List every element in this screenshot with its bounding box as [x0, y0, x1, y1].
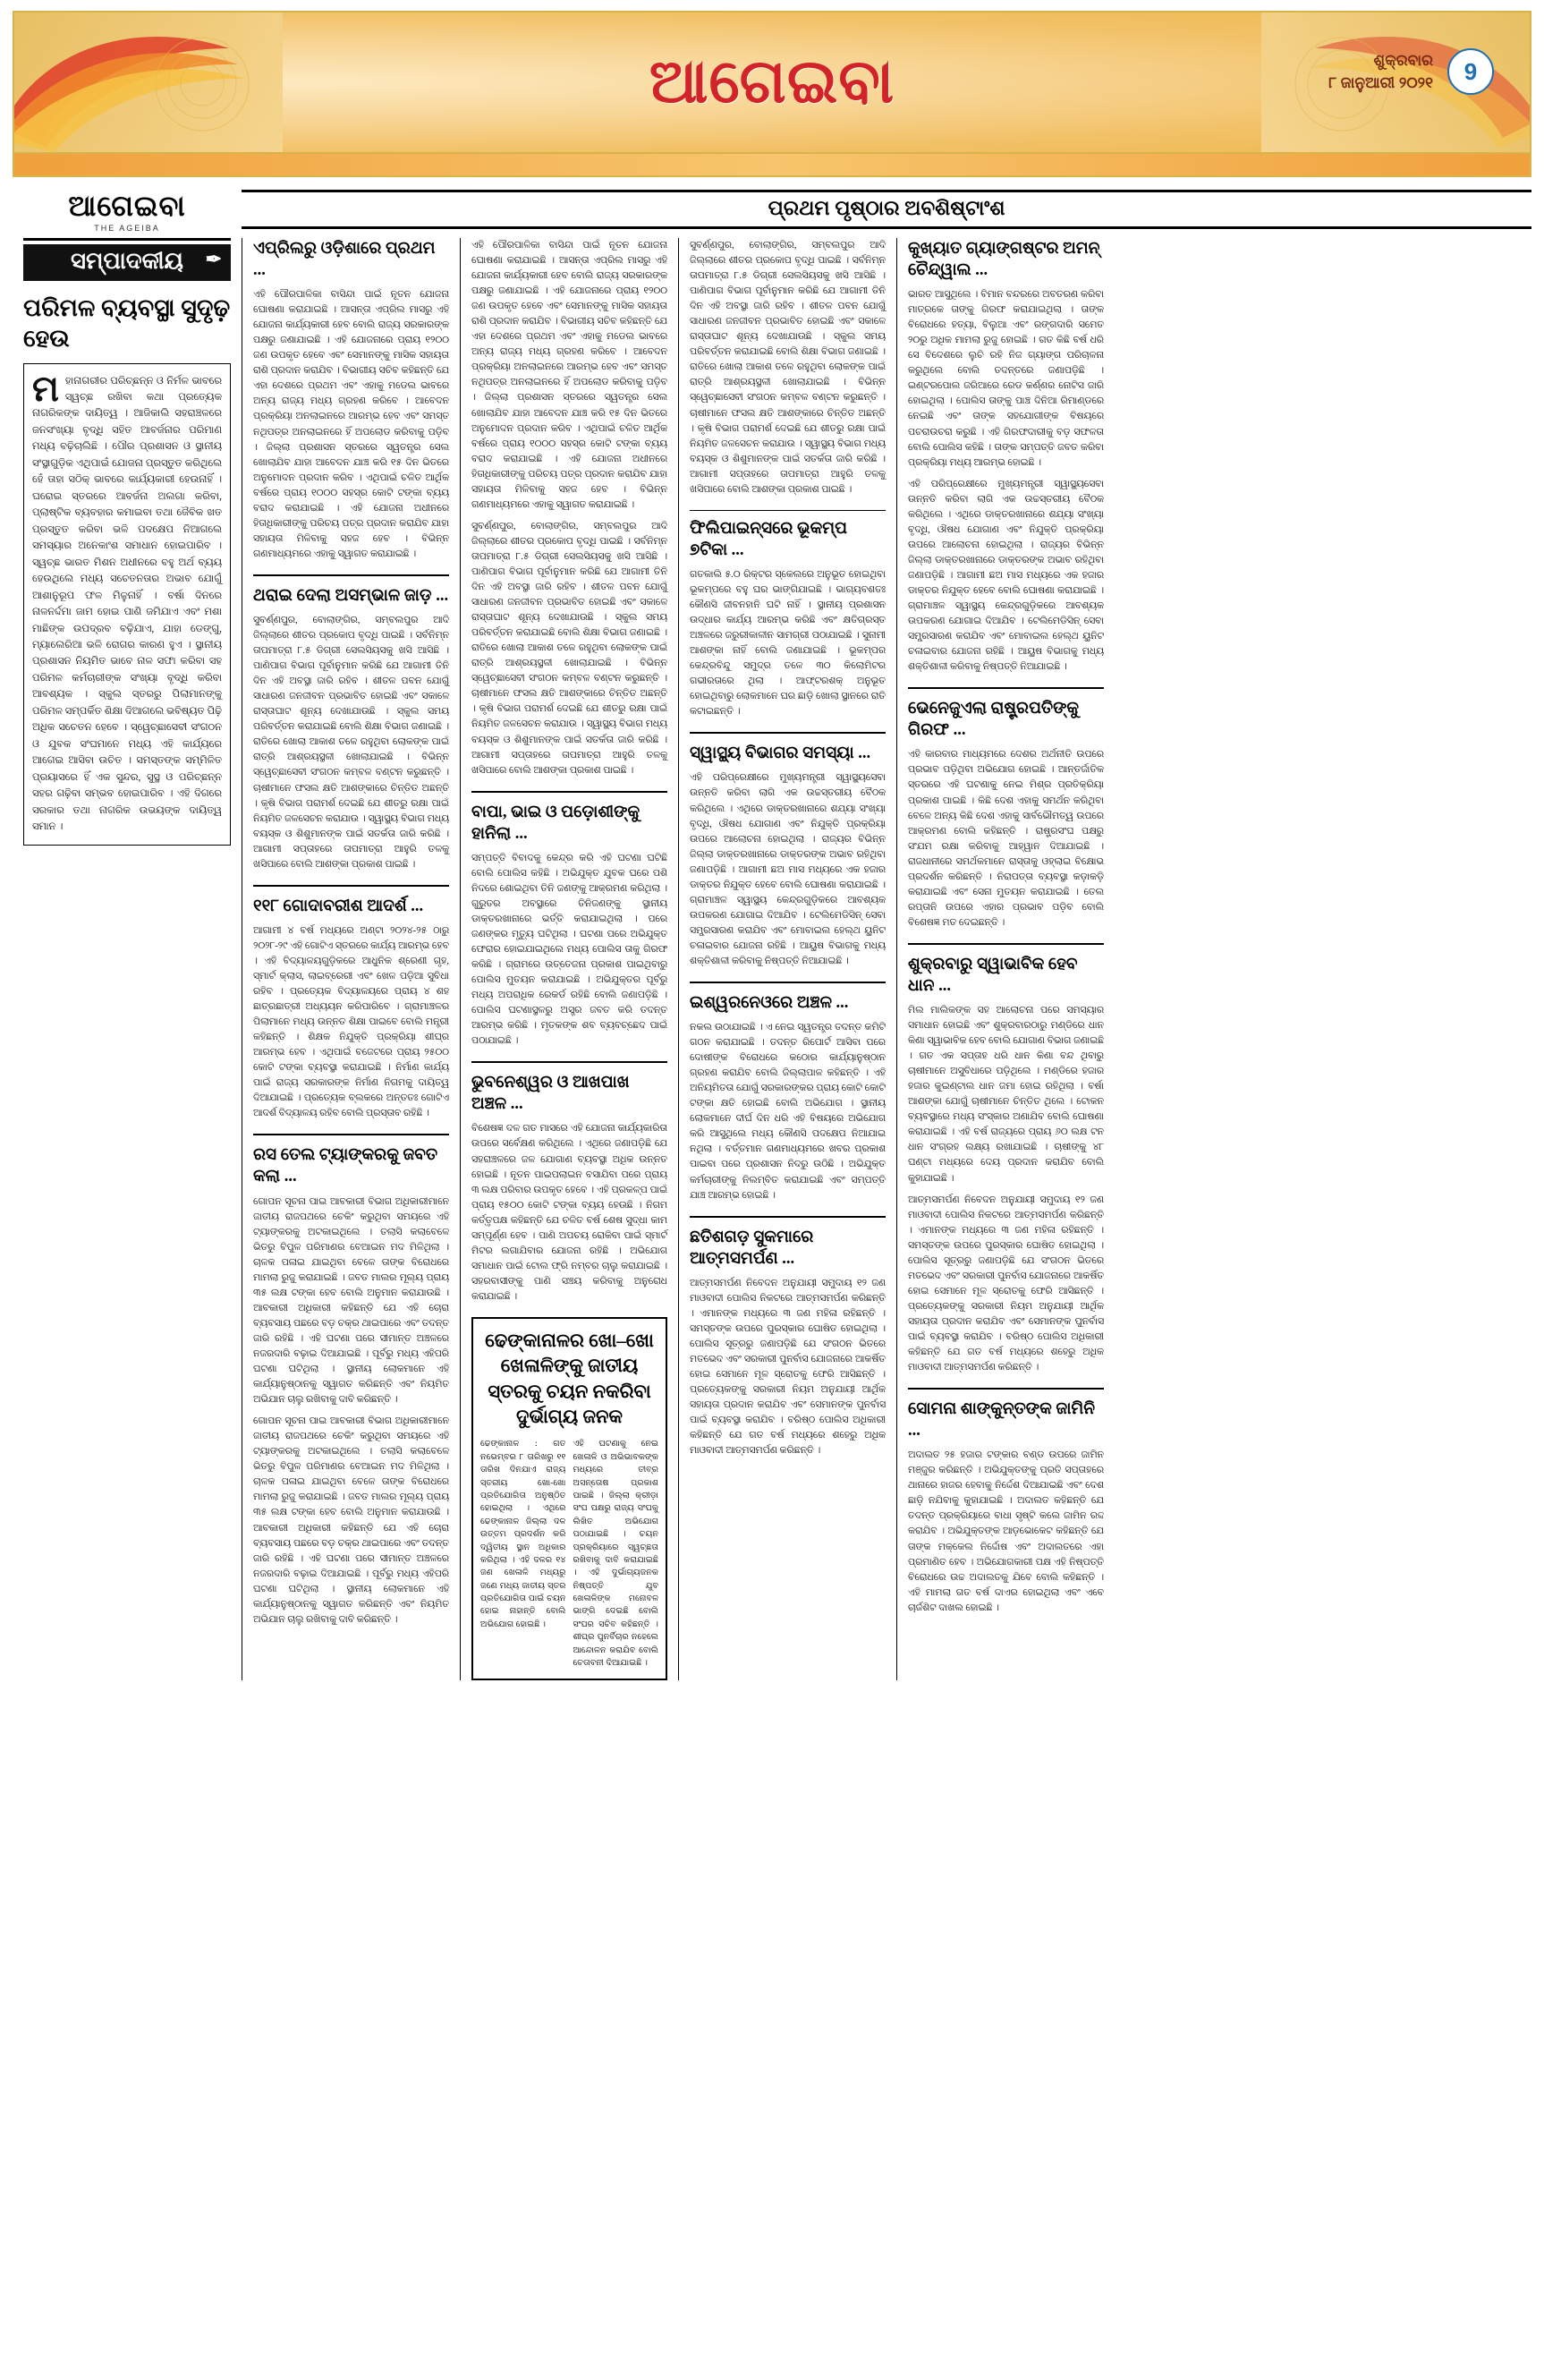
date-label: ୮ ଜାନୁଆରୀ ୨୦୨୧: [1328, 74, 1433, 91]
story-body: ଭାରତ ଆସୁଥିଲେ । ବିମାନ ବନ୍ଦରରେ ଅବତରଣ କରିବା ମାତ୍ରକେ ତାଙ୍କୁ ଗିରଫ କରାଯାଇଥିଲା । ତାଙ୍କ ବିରୋଧରେ ହତ୍ୟା, ବିଲୁଆ ଏବଂ ରଙ୍ଗଦାରି ସମେତ ୨୦ରୁ ଅଧିକ ମାମଲା ରୁଜୁ ହୋଇଛି । ଗତ କିଛି ବର୍ଷ ଧରି ସେ ବିଦେଶରେ ଲୁଚି ରହି ନିଜ ଗ୍ୟାଙ୍ଗ ପରିଚାଳନା କରୁଥିଲେ ବୋଲି ତଦନ୍ତରେ ଜଣାପଡ଼ିଛି । ଇଣ୍ଟରପୋଲ ଜରିଆରେ ରେଡ କର୍ଣ୍ଣର ନୋଟିସ ଜାରି ହୋଇଥିଲା । ପୋଲିସ ତାଙ୍କୁ ପାଞ୍ଚ ଦିନିଆ ରିମାଣ୍ଡରେ ନେଇଛି ଏବଂ ତାଙ୍କ ସହଯୋଗୀଙ୍କ ବିଷୟରେ ପଚରାଉଚରା କରୁଛି । ଏହି ଗିରଫଦାରୀକୁ ବଡ଼ ସଫଳତା ବୋଲି ପୋଲିସ କହିଛି । ତାଙ୍କ ସମ୍ପତ୍ତି ଜବତ କରିବା ପ୍ରକ୍ରିୟା ମଧ୍ୟ ଆରମ୍ଭ ହୋଇଛି ।: [908, 289, 1104, 468]
story-somanath[interactable]: [908, 1398, 1104, 1616]
story-chhattisgarh-sukma[interactable]: [690, 1227, 886, 1459]
story-kukhyat-gangster[interactable]: [908, 238, 1104, 675]
story-body: ସୁବର୍ଣ୍ଣପୁର, ବୋଲାଙ୍ଗିର, ସମ୍ବଲପୁର ଆଦି ଜିଲ୍ଲାରେ ଶୀତର ପ୍ରକୋପ ବୃଦ୍ଧି ପାଇଛି । ସର୍ବନିମ୍ନ ତାପମାତ୍ରା ୮.୫ ଡିଗ୍ରୀ ସେଲସିୟସକୁ ଖସି ଆସିଛି । ପାଣିପାଗ ବିଭାଗ ପୂର୍ବାନୁମାନ କରିଛି ଯେ ଆଗାମୀ ତିନି ଦିନ ଏହି ଅବସ୍ଥା ଜାରି ରହିବ । ଶୀତଳ ପବନ ଯୋଗୁଁ ସାଧାରଣ ଜନଜୀବନ ପ୍ରଭାବିତ ହୋଇଛି ଏବଂ ସକାଳେ ରାସ୍ତାଘାଟ ଶୂନ୍ୟ ଦେଖାଯାଉଛି । ସ୍କୁଲ ସମୟ ପରିବର୍ତ୍ତନ କରାଯାଇଛି ବୋଲି ଶିକ୍ଷା ବିଭାଗ ଜଣାଇଛି । ରାତିରେ ଖୋଲା ଆକାଶ ତଳେ ରହୁଥିବା ଲୋକଙ୍କ ପାଇଁ ରାତ୍ରି ଆଶ୍ରୟସ୍ଥଳୀ ଖୋଲାଯାଇଛି । ବିଭିନ୍ନ ସ୍ୱେଚ୍ଛାସେବୀ ସଂଗଠନ କମ୍ବଳ ବଣ୍ଟନ କରୁଛନ୍ତି । ଚାଷୀମାନେ ଫସଲ କ୍ଷତି ଆଶଙ୍କାରେ ଚିନ୍ତିତ ଅଛନ୍ତି । କୃଷି ବିଭାଗ ପରାମର୍ଶ ଦେଇଛି ଯେ ଶୀତରୁ ରକ୍ଷା ପାଇଁ ନିୟମିତ ଜଳସେଚନ କରାଯାଉ । ସ୍ୱାସ୍ଥ୍ୟ ବିଭାଗ ମଧ୍ୟ ବୟସ୍କ ଓ ଶିଶୁମାନଙ୍କ ପାଇଁ ସତର୍କତା ଜାରି କରିଛି । ଆଗାମୀ ସପ୍ତାହରେ ତାପମାତ୍ରା ଆହୁରି ତଳକୁ ଖସିପାରେ ବୋଲି ଆଶଙ୍କା ପ୍ରକାଶ ପାଇଛି ।: [690, 240, 886, 495]
paper-title: ଆଗେଇବା: [649, 47, 895, 115]
divider: [253, 574, 449, 576]
editorial-banner: [23, 244, 231, 281]
page-number-badge: 9: [1447, 48, 1494, 95]
editorial-body: [23, 363, 231, 846]
story-bapa-bhai[interactable]: [471, 802, 667, 1050]
story-body: ମିଲ ମାଲିକଙ୍କ ସହ ଆଲୋଚନା ପରେ ସମସ୍ୟାର ସମାଧାନ ହୋଇଛି ଏବଂ ଶୁକ୍ରବାରଠାରୁ ମଣ୍ଡିରେ ଧାନ କିଣା ସ୍ୱାଭାବିକ ହେବ ବୋଲି ଯୋଗାଣ ବିଭାଗ ଜଣାଇଛି । ଗତ ଏକ ସପ୍ତାହ ଧରି ଧାନ କିଣା ବନ୍ଦ ଥିବାରୁ ଚାଷୀମାନେ ଅସୁବିଧାରେ ପଡ଼ିଥିଲେ । ମଣ୍ଡିରେ ହଜାର ହଜାର କୁଇଣ୍ଟାଲ ଧାନ ଜମା ହୋଇ ରହିଥିଲା । ବର୍ଷା ଆଶଙ୍କା ଯୋଗୁଁ ଚାଷୀମାନେ ଚିନ୍ତିତ ଥିଲେ । ଟୋକନ ବ୍ୟବସ୍ଥାରେ ମଧ୍ୟ ସଂସ୍କାର ଅଣାଯିବ ବୋଲି ଘୋଷଣା କରାଯାଇଛି । ଏହି ବର୍ଷ ରାଜ୍ୟରେ ପ୍ରାୟ ୬୦ ଲକ୍ଷ ଟନ ଧାନ ସଂଗ୍ରହ ଲକ୍ଷ୍ୟ ରଖାଯାଇଛି । ଚାଷୀଙ୍କୁ ୪୮ ଘଣ୍ଟା ମଧ୍ୟରେ ଦେୟ ପ୍ରଦାନ କରାଯିବ ବୋଲି କୁହାଯାଇଛି ।: [908, 1005, 1104, 1184]
ad-columns: [480, 1438, 658, 1670]
ad-body-right: ଏହି ଘଟଣାକୁ ନେଇ ଖେଳାଳି ଓ ଅଭିଭାବକଙ୍କ ମଧ୍ୟରେ ତୀବ୍ର ଅସନ୍ତୋଷ ପ୍ରକାଶ ପାଇଛି । ଜିଲ୍ଲା କ୍ରୀଡ଼ା ସଂଘ ପକ୍ଷରୁ ରାଜ୍ୟ ସଂଘକୁ ଲିଖିତ ଅଭିଯୋଗ ପଠାଯାଇଛି । ଚୟନ ପ୍ରକ୍ରିୟାରେ ସ୍ୱଚ୍ଛତା ରଖିବାକୁ ଦାବି କରାଯାଇଛି । ଏହି ଦୁର୍ଭାଗ୍ୟଜନକ ନିଷ୍ପତ୍ତି ଯୁବ ଖେଳାଳିଙ୍କ ମନୋବଳ ଭାଙ୍ଗି ଦେଇଛି ବୋଲି ସଂଘର ସଚିବ କହିଛନ୍ତି । ଶୀଘ୍ର ପୁନର୍ବିଚାର ନହେଲେ ଆନ୍ଦୋଳନ କରାଯିବ ବୋଲି ଚେତାବନୀ ଦିଆଯାଇଛି ।: [573, 1439, 658, 1669]
story-body: ଏହି କାରବାର ମାଧ୍ୟମରେ ଦେଶର ଅର୍ଥନୀତି ଉପରେ ପ୍ରଭାବ ପଡ଼ିଥିବା ଅଭିଯୋଗ ହୋଇଛି । ଆନ୍ତର୍ଜାତିକ ସ୍ତରରେ ଏହି ଘଟଣାକୁ ନେଇ ମିଶ୍ର ପ୍ରତିକ୍ରିୟା ପ୍ରକାଶ ପାଇଛି । କିଛି ଦେଶ ଏହାକୁ ସମର୍ଥନ କରିଥିବା ବେଳେ ଅନ୍ୟ କିଛି ଦେଶ ଏହାକୁ ସାର୍ବଭୌମତ୍ୱ ଉପରେ ଆକ୍ରମଣ ବୋଲି କହିଛନ୍ତି । ରାଷ୍ଟ୍ରସଂଘ ପକ୍ଷରୁ ସଂଯମ ରକ୍ଷା କରିବାକୁ ଆହ୍ୱାନ ଦିଆଯାଇଛି । ରାଜଧାନୀରେ ସମର୍ଥକମାନେ ରାସ୍ତାକୁ ଓହ୍ଲାଇ ବିକ୍ଷୋଭ ପ୍ରଦର୍ଶନ କରିଛନ୍ତି । ନିରାପତ୍ତା ବ୍ୟବସ୍ଥା କଡ଼ାକଡ଼ି କରାଯାଇଛି ଏବଂ ସେନା ମୁତୟନ କରାଯାଇଛି । ତେଲ ରପ୍ତାନି ଉପରେ ଏହାର ପ୍ରଭାବ ପଡ଼ିବ ବୋଲି ବିଶେଷଜ୍ଞ ମତ ଦେଇଛନ୍ତି ।: [908, 749, 1104, 928]
story-body: ବିଶେଷଜ୍ଞ ଦଳ ଗତ ମାସରେ ଏହି ଯୋଜନା କାର୍ଯ୍ୟକାରିତା ଉପରେ ସର୍ବେକ୍ଷଣ କରିଥିଲେ । ଏଥିରେ ଜଣାପଡ଼ିଛି ଯେ ସହରାଞ୍ଚଳରେ ଜଳ ଯୋଗାଣ ବ୍ୟବସ୍ଥା ଅଧିକ ଉନ୍ନତ ହୋଇଛି । ନୂତନ ପାଇପଲାଇନ ବସାଯିବା ପରେ ପ୍ରାୟ ୩ ଲକ୍ଷ ପରିବାର ଉପକୃତ ହେବେ । ଏହି ପ୍ରକଳ୍ପ ପାଇଁ ପ୍ରାୟ ୧୫୦୦ କୋଟି ଟଙ୍କା ବ୍ୟୟ ହେଉଛି । ନିଗମ କର୍ତ୍ତୃପକ୍ଷ କହିଛନ୍ତି ଯେ ଚଳିତ ବର୍ଷ ଶେଷ ସୁଦ୍ଧା କାମ ସମ୍ପୂର୍ଣ୍ଣ ହେବ । ପାଣି ଅପଚୟ ରୋକିବା ପାଇଁ ସ୍ମାର୍ଟ ମିଟର ଲଗାଯିବାର ଯୋଜନା ରହିଛି । ଅଭିଯୋଗ ସମାଧାନ ପାଇଁ ଟୋଲ ଫ୍ରି ନମ୍ବର ଚାଲୁ କରାଯାଇଛି । ସହରବାସୀଙ୍କୁ ପାଣି ସଞ୍ଚୟ କରିବାକୁ ଅନୁରୋଧ କରାଯାଇଛି ।: [471, 1123, 667, 1302]
jump-columns: [242, 238, 1531, 1680]
story-headline: ଭୁବନେଶ୍ୱର ଓ ଆଖପାଖ ଅଞ୍ଚଳ ...: [471, 1074, 630, 1114]
story-thirai-dela[interactable]: [253, 585, 449, 872]
divider: [471, 1061, 667, 1063]
story-body: ଏହି ପୌରପାଳିକା ବାସିନ୍ଦା ପାଇଁ ନୂତନ ଯୋଜନା ଘୋଷଣା କରାଯାଇଛି । ଆସନ୍ତା ଏପ୍ରିଲ ମାସରୁ ଏହି ଯୋଜନା କାର୍ଯ୍ୟକାରୀ ହେବ ବୋଲି ରାଜ୍ୟ ସରକାରଙ୍କ ପକ୍ଷରୁ ଜଣାଯାଇଛି । ଏହି ଯୋଜନାରେ ପ୍ରାୟ ୧୨୦୦ ଜଣ ଉପକୃତ ହେବେ ଏବଂ ସେମାନଙ୍କୁ ମାସିକ ସହାୟତା ରାଶି ପ୍ରଦାନ କରାଯିବ । ବିଭାଗୀୟ ସଚିବ କହିଛନ୍ତି ଯେ ଏହା ଦେଶରେ ପ୍ରଥମ ଏବଂ ଏହାକୁ ମଡେଲ ଭାବରେ ଅନ୍ୟ ରାଜ୍ୟ ମଧ୍ୟ ଗ୍ରହଣ କରିବେ । ଆବେଦନ ପ୍ରକ୍ରିୟା ଅନଲାଇନରେ ଆରମ୍ଭ ହେବ ଏବଂ ସମସ୍ତ ନଥିପତ୍ର ଅନଲାଇନରେ ହିଁ ଅପଲୋଡ କରିବାକୁ ପଡ଼ିବ । ଜିଲ୍ଲା ପ୍ରଶାସନ ସ୍ତରରେ ସ୍ୱତନ୍ତ୍ର ସେଲ ଖୋଲାଯିବ ଯାହା ଆବେଦନ ଯାଞ୍ଚ କରି ୧୫ ଦିନ ଭିତରେ ଅନୁମୋଦନ ପ୍ରଦାନ କରିବ । ଏଥିପାଇଁ ଚଳିତ ଆର୍ଥିକ ବର୍ଷରେ ପ୍ରାୟ ୧୦୦୦ ସହସ୍ର କୋଟି ଟଙ୍କା ବ୍ୟୟ ବରାଦ କରାଯାଇଛି । ଏହି ଯୋଜନା ଅଧୀନରେ ହିତାଧିକାରୀଙ୍କୁ ପରିଚୟ ପତ୍ର ପ୍ରଦାନ କରାଯିବ ଯାହା ସହାୟତା ମିଳିବାକୁ ସହଜ ହେବ । ବିଭିନ୍ନ ଗଣମାଧ୍ୟମରେ ଏହାକୁ ସ୍ୱାଗତ କରାଯାଇଛି ।: [253, 289, 449, 559]
column-4: [896, 238, 1115, 1680]
editorial-logo-subtext: THE AGEIBA: [94, 224, 160, 233]
divider: [908, 687, 1104, 689]
editorial-body-text: ହାନାଗରୀର ପରିଚ୍ଛନ୍ନ ଓ ନିର୍ମଳ ଭାବରେ ସ୍ୱଚ୍ଛ ରଖିବା କଥା ପ୍ରତ୍ୟେକ ନାଗରିକଙ୍କ ଦାୟିତ୍ୱ । ଆଜିକାଲି ସହରାଞ୍ଚଳରେ ଜନସଂଖ୍ୟା ବୃଦ୍ଧି ସହିତ ଆବର୍ଜନାର ପରିମାଣ ମଧ୍ୟ ବଢ଼ିଚାଲିଛି । ପୌର ପ୍ରଶାସନ ଓ ସ୍ଥାନୀୟ ସଂସ୍ଥାଗୁଡ଼ିକ ଏଥିପାଇଁ ଯୋଜନା ପ୍ରସ୍ତୁତ କରିଥିଲେ ହେଁ ତାହା ସଠିକ୍ ଭାବରେ କାର୍ଯ୍ୟକାରୀ ହେଉନାହିଁ । ଘରୋଇ ସ୍ତରରେ ଆବର୍ଜନା ଅଲଗା କରିବା, ପ୍ଲାଷ୍ଟିକ ବ୍ୟବହାର କମାଇବା ତଥା ଜୈବିକ ଖତ ପ୍ରସ୍ତୁତ କରିବା ଭଳି ପଦକ୍ଷେପ ନିଆଗଲେ ସମସ୍ୟାର ଅନେକାଂଶ ସମାଧାନ ହୋଇପାରିବ । ସ୍ୱଚ୍ଛ ଭାରତ ମିଶନ ଅଧୀନରେ ବହୁ ଅର୍ଥ ବ୍ୟୟ ହେଉଥିଲେ ମଧ୍ୟ ସଚେତନତାର ଅଭାବ ଯୋଗୁଁ ଆଶାନୁରୂପ ଫଳ ମିଳୁନାହିଁ । ବର୍ଷା ଦିନରେ ନାଳନର୍ଦ୍ଦମା ଜାମ ହୋଇ ପାଣି ଜମିଯାଏ ଏବଂ ମଶା ମାଛିଙ୍କ ଉପଦ୍ରବ ବଢ଼ିଯାଏ, ଯାହା ଡେଙ୍ଗୁ, ମ୍ୟାଲେରିଆ ଭଳି ରୋଗର କାରଣ ହୁଏ । ସ୍ଥାନୀୟ ପ୍ରଶାସନ ନିୟମିତ ଭାବେ ନାଳ ସଫା କରିବା ସହ ପରିମଳ କର୍ମଚାରୀଙ୍କ ସଂଖ୍ୟା ବୃଦ୍ଧି କରିବା ଆବଶ୍ୟକ । ସ୍କୁଲ ସ୍ତରରୁ ପିଲାମାନଙ୍କୁ ପରିମଳ ସମ୍ପର୍କିତ ଶିକ୍ଷା ଦିଆଗଲେ ଭବିଷ୍ୟତ ପିଢ଼ି ଅଧିକ ସଚେତନ ହେବେ । ସ୍ୱେଚ୍ଛାସେବୀ ସଂଗଠନ ଓ ଯୁବକ ସଂଘମାନେ ମଧ୍ୟ ଏହି କାର୍ଯ୍ୟରେ ଆଗେଇ ଆସିବା ଉଚିତ । ସମସ୍ତଙ୍କ ସମ୍ମିଳିତ ପ୍ରୟାସରେ ହିଁ ଏକ ସୁନ୍ଦର, ସୁସ୍ଥ ଓ ପରିଚ୍ଛନ୍ନ ସହର ଗଢ଼ିବା ସମ୍ଭବ ହୋଇପାରିବ । ଏହି ଦିଗରେ ସରକାର ତଥା ନାଗରିକ ଉଭୟଙ୍କ ଦାୟିତ୍ୱ ସମାନ ।: [32, 375, 222, 833]
story-april-odisha-first-cont[interactable]: [471, 238, 667, 778]
editorial-logo: [23, 190, 231, 241]
masthead: [13, 11, 1531, 154]
story-body-continued: ଆତ୍ମସମର୍ପଣ ନିବେଦନ ଅନୁଯାୟୀ ସମୁଦାୟ ୧୨ ଜଣ ମାଓବାଦୀ ପୋଲିସ ନିକଟରେ ଆତ୍ମସମର୍ପଣ କରିଛନ୍ତି । ଏମାନଙ୍କ ମଧ୍ୟରେ ୩ ଜଣ ମହିଳା ରହିଛନ୍ତି । ସମସ୍ତଙ୍କ ଉପରେ ପୁରସ୍କାର ଘୋଷିତ ହୋଇଥିଲା । ପୋଲିସ ସୂତ୍ରରୁ ଜଣାପଡ଼ିଛି ଯେ ସଂଗଠନ ଭିତରେ ମତଭେଦ ଏବଂ ସରକାରୀ ପୁନର୍ବାସ ଯୋଜନାରେ ଆକର୍ଷିତ ହୋଇ ସେମାନେ ମୂଳ ସ୍ରୋତକୁ ଫେରି ଆସିଛନ୍ତି । ପ୍ରତ୍ୟେକଙ୍କୁ ସରକାରୀ ନିୟମ ଅନୁଯାୟୀ ଆର୍ଥିକ ସହାୟତା ପ୍ରଦାନ କରାଯିବ ଏବଂ ସେମାନଙ୍କ ପୁନର୍ବାସ ପାଇଁ ବ୍ୟବସ୍ଥା କରାଯିବ । ବରିଷ୍ଠ ପୋଲିସ ଅଧିକାରୀ କହିଛନ୍ତି ଯେ ଗତ ବର୍ଷ ମଧ୍ୟରେ ଶହେରୁ ଅଧିକ ମାଓବାଦୀ ଆତ୍ମସମର୍ପଣ କରିଛନ୍ତି ।: [908, 1194, 1104, 1373]
editorial-headline: ପରିମଳ ବ୍ୟବସ୍ଥା ସୁଦୃଢ଼ ହେଉ: [23, 294, 231, 352]
story-sukrabaru-swabhabika[interactable]: [908, 954, 1104, 1375]
divider: [253, 1134, 449, 1135]
divider: [690, 1216, 886, 1218]
page-content: [13, 190, 1531, 1680]
divider: [690, 982, 886, 983]
story-body-continued: ଏହି ପରିପ୍ରେକ୍ଷୀରେ ମୁଖ୍ୟମନ୍ତ୍ରୀ ସ୍ୱାସ୍ଥ୍ୟସେବା ଉନ୍ନତି କରିବା ଲାଗି ଏକ ଉଚ୍ଚସ୍ତରୀୟ ବୈଠକ କରିଥିଲେ । ଏଥିରେ ଡାକ୍ତରଖାନାରେ ଶଯ୍ୟା ସଂଖ୍ୟା ବୃଦ୍ଧି, ଔଷଧ ଯୋଗାଣ ଏବଂ ନିଯୁକ୍ତି ପ୍ରକ୍ରିୟା ଉପରେ ଆଲୋଚନା ହୋଇଥିଲା । ରାଜ୍ୟର ବିଭିନ୍ନ ଜିଲ୍ଲା ଡାକ୍ତରଖାନାରେ ଡାକ୍ତରଙ୍କ ଅଭାବ ରହିଥିବା ଜଣାପଡ଼ିଛି । ଆଗାମୀ ଛଅ ମାସ ମଧ୍ୟରେ ଏକ ହଜାର ଡାକ୍ତର ନିଯୁକ୍ତ ହେବେ ବୋଲି ଘୋଷଣା କରାଯାଇଛି । ଗ୍ରାମାଞ୍ଚଳ ସ୍ୱାସ୍ଥ୍ୟ କେନ୍ଦ୍ରଗୁଡ଼ିକରେ ଆବଶ୍ୟକ ଉପକରଣ ଯୋଗାଇ ଦିଆଯିବ । ଟେଲିମେଡିସିନ୍ ସେବା ସମ୍ପ୍ରସାରଣ କରାଯିବ ଏବଂ ମୋବାଇଲ ହେଲ୍ଥ ୟୁନିଟ ଚଳାଇବାର ଯୋଜନା ରହିଛି । ଆୟୁଷ ବିଭାଗକୁ ମଧ୍ୟ ଶକ୍ତିଶାଳୀ କରିବାକୁ ନିଷ୍ପତ୍ତି ନିଆଯାଇଛି ।: [908, 478, 1104, 673]
story-body: ସମ୍ପତ୍ତି ବିବାଦକୁ କେନ୍ଦ୍ର କରି ଏହି ଘଟଣା ଘଟିଛି ବୋଲି ପୋଲିସ କହିଛି । ଅଭିଯୁକ୍ତ ଯୁବକ ଘରେ ପଶି ନିଦରେ ଶୋଇଥିବା ତିନି ଜଣଙ୍କୁ ଆକ୍ରମଣ କରିଥିଲା । ଗୁରୁତର ଅବସ୍ଥାରେ ତିନିଜଣଙ୍କୁ ସ୍ଥାନୀୟ ଡାକ୍ତରଖାନାରେ ଭର୍ତ୍ତି କରାଯାଇଥିଲା । ପରେ ଜଣଙ୍କର ମୃତ୍ୟୁ ଘଟିଥିଲା । ଘଟଣା ପରେ ଅଭିଯୁକ୍ତ ଫେରାର ହୋଇଯାଇଥିଲେ ମଧ୍ୟ ପୋଲିସ ତାକୁ ଗିରଫ କରିଛି । ଗ୍ରାମରେ ଉତ୍ତେଜନା ପ୍ରକାଶ ପାଇଥିବାରୁ ପୋଲିସ ମୁତୟନ କରାଯାଇଛି । ଅଭିଯୁକ୍ତର ପୂର୍ବରୁ ମଧ୍ୟ ଅପରାଧିକ ରେକର୍ଡ ରହିଛି ବୋଲି ଜଣାପଡ଼ିଛି । ପୋଲିସ ଘଟଣାସ୍ଥଳରୁ ଅସ୍ତ୍ର ଜବତ କରି ତଦନ୍ତ ଆରମ୍ଭ କରିଛି । ମୃତକଙ୍କ ଶବ ବ୍ୟବଚ୍ଛେଦ ପାଇଁ ପଠାଯାଇଛି ।: [471, 852, 667, 1047]
column-2: [460, 238, 678, 1680]
date-text: [1328, 49, 1433, 95]
column-1: [242, 238, 460, 1680]
masthead-strip: [13, 154, 1531, 177]
ad-dhenkanal-kho-kho[interactable]: [471, 1317, 667, 1680]
story-headline: ଫିଲିପାଇନ୍ସରେ ଭୂକମ୍ପ ୭ଟିକା ...: [690, 519, 847, 559]
divider: [690, 510, 886, 511]
story-body: ଏହି ପରିପ୍ରେକ୍ଷୀରେ ମୁଖ୍ୟମନ୍ତ୍ରୀ ସ୍ୱାସ୍ଥ୍ୟସେବା ଉନ୍ନତି କରିବା ଲାଗି ଏକ ଉଚ୍ଚସ୍ତରୀୟ ବୈଠକ କରିଥିଲେ । ଏଥିରେ ଡାକ୍ତରଖାନାରେ ଶଯ୍ୟା ସଂଖ୍ୟା ବୃଦ୍ଧି, ଔଷଧ ଯୋଗାଣ ଏବଂ ନିଯୁକ୍ତି ପ୍ରକ୍ରିୟା ଉପରେ ଆଲୋଚନା ହୋଇଥିଲା । ରାଜ୍ୟର ବିଭିନ୍ନ ଜିଲ୍ଲା ଡାକ୍ତରଖାନାରେ ଡାକ୍ତରଙ୍କ ଅଭାବ ରହିଥିବା ଜଣାପଡ଼ିଛି । ଆଗାମୀ ଛଅ ମାସ ମଧ୍ୟରେ ଏକ ହଜାର ଡାକ୍ତର ନିଯୁକ୍ତ ହେବେ ବୋଲି ଘୋଷଣା କରାଯାଇଛି । ଗ୍ରାମାଞ୍ଚଳ ସ୍ୱାସ୍ଥ୍ୟ କେନ୍ଦ୍ରଗୁଡ଼ିକରେ ଆବଶ୍ୟକ ଉପକରଣ ଯୋଗାଇ ଦିଆଯିବ । ଟେଲିମେଡିସିନ୍ ସେବା ସମ୍ପ୍ରସାରଣ କରାଯିବ ଏବଂ ମୋବାଇଲ ହେଲ୍ଥ ୟୁନିଟ ଚଳାଇବାର ଯୋଜନା ରହିଛି । ଆୟୁଷ ବିଭାଗକୁ ମଧ୍ୟ ଶକ୍ତିଶାଳୀ କରିବାକୁ ନିଷ୍ପତ୍ତି ନିଆଯାଇଛି ।: [690, 772, 886, 966]
story-headline: ଏପ୍ରିଲରୁ ଓଡ଼ିଶାରେ ପ୍ରଥମ ...: [253, 240, 436, 280]
newspaper-page: [0, 11, 1544, 2380]
editorial-logo-text: ଆଗେଇବା: [68, 190, 186, 222]
story-philippines-bhukampa[interactable]: [690, 518, 886, 720]
jump-area: [242, 190, 1531, 1680]
story-body: ନକଲ ଉଠାଯାଇଛି । ଏ ନେଇ ସ୍ୱତନ୍ତ୍ର ତଦନ୍ତ କମିଟି ଗଠନ କରାଯାଇଛି । ତଦନ୍ତ ରିପୋର୍ଟ ଆସିବା ପରେ ଦୋଷୀଙ୍କ ବିରୋଧରେ କଠୋର କାର୍ଯ୍ୟାନୁଷ୍ଠାନ ଗ୍ରହଣ କରାଯିବ ବୋଲି ଜିଲ୍ଲାପାଳ କହିଛନ୍ତି । ଏହି ଅନିୟମିତତା ଯୋଗୁଁ ସରକାରଙ୍କର ପ୍ରାୟ କୋଟି କୋଟି ଟଙ୍କା କ୍ଷତି ହୋଇଛି ବୋଲି ଅଭିଯୋଗ । ସ୍ଥାନୀୟ ଲୋକମାନେ ଦୀର୍ଘ ଦିନ ଧରି ଏହି ବିଷୟରେ ଅଭିଯୋଗ କରି ଆସୁଥିଲେ ମଧ୍ୟ କୌଣସି ପଦକ୍ଷେପ ନିଆଯାଇ ନଥିଲା । ବର୍ତ୍ତମାନ ଗଣମାଧ୍ୟମରେ ଖବର ପ୍ରକାଶ ପାଇବା ପରେ ପ୍ରଶାସନ ନିଦରୁ ଉଠିଛି । ଅଭିଯୁକ୍ତ କର୍ମଚାରୀଙ୍କୁ ନିଲମ୍ବିତ କରାଯାଇଛି ଏବଂ ସମ୍ପତ୍ତି ଯାଞ୍ଚ ଆରମ୍ଭ ହୋଇଛି ।: [690, 1022, 886, 1201]
story-headline: କୁଖ୍ୟାତ ଗ୍ୟାଙ୍ଗଷ୍ଟର ଅମନ୍ ଚୈନ୍ଦ୍ୱାଲ ...: [908, 240, 1100, 280]
quill-icon: ✒: [205, 248, 222, 270]
story-headline: ଶୁକ୍ରବାରୁ ସ୍ୱାଭାବିକ ହେବ ଧାନ ...: [908, 955, 1078, 995]
masthead-title-wrap: [14, 13, 1530, 152]
story-body: ଗତକାଲି ୫.୦ ରିକ୍ଟର ସ୍କେଲରେ ଅନୁଭୂତ ହୋଇଥିବା ଭୂକମ୍ପରେ ବହୁ ଘର ଭାଙ୍ଗିଯାଇଛି । ଭାଗ୍ୟବଶତଃ କୌଣସି ଜୀବନହାନି ଘଟି ନାହିଁ । ସ୍ଥାନୀୟ ପ୍ରଶାସନ ଉଦ୍ଧାର କାର୍ଯ୍ୟ ଆରମ୍ଭ କରିଛି ଏବଂ କ୍ଷତିଗ୍ରସ୍ତ ଅଞ୍ଚଳରେ ଜରୁରୀକାଳୀନ ସାମଗ୍ରୀ ପଠାଯାଇଛି । ସୁନାମୀ ଆଶଙ୍କା ନାହିଁ ବୋଲି ଜଣାଯାଇଛି । ଭୂକମ୍ପର କେନ୍ଦ୍ରବିନ୍ଦୁ ସମୁଦ୍ର ତଳେ ୩୦ କିଲୋମିଟର ଗଭୀରତାରେ ଥିଲା । ଆଫ୍ଟରଶକ୍ ଅନୁଭୂତ ହୋଇଥିବାରୁ ଲୋକମାନେ ଘର ଛାଡ଼ି ଖୋଲା ସ୍ଥାନରେ ରାତି କଟାଇଛନ୍ତି ।: [690, 568, 886, 718]
story-headline: ସ୍ୱାସ୍ଥ୍ୟ ବିଭାଗର ସମସ୍ୟା ...: [690, 744, 871, 763]
ad-title: ଢେଙ୍କାନାଳର ଖୋ–ଖୋ ଖେଳାଳିଙ୍କୁ ଜାତୀୟ ସ୍ତରକୁ ଚୟନ ନକରିବା ଦୁର୍ଭାଗ୍ୟ ଜନକ: [485, 1330, 654, 1428]
story-venezuela-president[interactable]: [908, 698, 1104, 931]
story-april-odisha-first[interactable]: [253, 238, 449, 562]
story-top-continued[interactable]: [690, 238, 886, 497]
story-bhubaneswar-region[interactable]: [471, 1072, 667, 1305]
story-headline: ବାପା, ଭାଇ ଓ ପଡ଼ୋଶୀଙ୍କୁ ହାନିଲା ...: [471, 803, 641, 843]
editorial-column: [13, 190, 242, 1680]
story-body: ଗୋପନ ସୂଚନା ପାଇ ଆବକାରୀ ବିଭାଗ ଅଧିକାରୀମାନେ ଜାତୀୟ ରାଜପଥରେ ଚେକିଂ କରୁଥିବା ସମୟରେ ଏହି ଟ୍ୟାଙ୍କରକୁ ଅଟକାଇଥିଲେ । ତଲାସି କଲାବେଳେ ଭିତରୁ ବିପୁଳ ପରିମାଣର ବେଆଇନ ମଦ ମିଳିଥିଲା । ଚାଳକ ପଳାଇ ଯାଇଥିବା ବେଳେ ତାଙ୍କ ବିରୋଧରେ ମାମଲା ରୁଜୁ କରାଯାଇଛି । ଜବତ ମାଲର ମୂଲ୍ୟ ପ୍ରାୟ ୩୫ ଲକ୍ଷ ଟଙ୍କା ହେବ ବୋଲି ଅନୁମାନ କରାଯାଉଛି । ଆବକାରୀ ଅଧିକାରୀ କହିଛନ୍ତି ଯେ ଏହି ଚୋରା ବ୍ୟବସାୟ ପଛରେ ବଡ଼ ଚକ୍ର ଥାଇପାରେ ଏବଂ ତଦନ୍ତ ଜାରି ରହିଛି । ଏହି ଘଟଣା ପରେ ସୀମାନ୍ତ ଅଞ୍ଚଳରେ ନଜରଦାରି ବଢ଼ାଇ ଦିଆଯାଇଛି । ପୂର୍ବରୁ ମଧ୍ୟ ଏହିପରି ଘଟଣା ଘଟିଥିଲା । ସ୍ଥାନୀୟ ଲୋକମାନେ ଏହି କାର୍ଯ୍ୟାନୁଷ୍ଠାନକୁ ସ୍ୱାଗତ କରିଛନ୍ତି ଏବଂ ନିୟମିତ ଅଭିଯାନ ଚାଲୁ ରଖିବାକୁ ଦାବି କରିଛନ୍ତି ।: [253, 1195, 449, 1406]
story-headline: ଇଶ୍ୱରନେଓରେ ଅଞ୍ଚଳ ...: [690, 994, 849, 1013]
story-body: ଆଗାମୀ ୪ ବର୍ଷ ମଧ୍ୟରେ ଅଣ୍ଟା ୨୦୨୪-୨୫ ଠାରୁ ୨୦୨୮-୨୯ ଏହି ଗୋଟିଏ ସ୍ତରରେ କାର୍ଯ୍ୟ ଆରମ୍ଭ ହେବ । ଏହି ବିଦ୍ୟାଳୟଗୁଡ଼ିକରେ ଆଧୁନିକ ଶ୍ରେଣୀ ଗୃହ, ସ୍ମାର୍ଟ କ୍ଲାସ, ଲାଇବ୍ରେରୀ ଏବଂ ଖେଳ ପଡ଼ିଆ ସୁବିଧା ରହିବ । ପ୍ରତ୍ୟେକ ବିଦ୍ୟାଳୟରେ ପ୍ରାୟ ୪ ଶହ ଛାତ୍ରଛାତ୍ରୀ ଅଧ୍ୟୟନ କରିପାରିବେ । ଗ୍ରାମାଞ୍ଚଳର ପିଲାମାନେ ମଧ୍ୟ ଉନ୍ନତ ଶିକ୍ଷା ପାଇବେ ବୋଲି ମନ୍ତ୍ରୀ କହିଛନ୍ତି । ଶିକ୍ଷକ ନିଯୁକ୍ତି ପ୍ରକ୍ରିୟା ଶୀଘ୍ର ଆରମ୍ଭ ହେବ । ଏଥିପାଇଁ ବଜେଟରେ ପ୍ରାୟ ୨୫୦୦ କୋଟି ଟଙ୍କା ବ୍ୟବସ୍ଥା କରାଯାଇଛି । ନିର୍ମାଣ କାର୍ଯ୍ୟ ପାଇଁ ରାଜ୍ୟ ସରକାରଙ୍କ ନିର୍ମାଣ ନିଗମକୁ ଦାୟିତ୍ୱ ଦିଆଯାଇଛି । ପ୍ରତ୍ୟେକ ବ୍ଲକରେ ଅନ୍ତତଃ ଗୋଟିଏ ଆଦର୍ଶ ବିଦ୍ୟାଳୟ ରହିବ ବୋଲି ପ୍ରସ୍ତାବ ରହିଛି ।: [253, 924, 449, 1119]
divider: [690, 732, 886, 734]
story-rasa-tela[interactable]: [253, 1144, 449, 1627]
ad-body-left: ଢେଙ୍କାନାଳ : ଗତ ନଭେମ୍ବର ୮ ତାରିଖରୁ ୧୧ ତାରିଖ ଦିନଯାଏ ରାଜ୍ୟ ସ୍ତରୀୟ ଖୋ-ଖୋ ପ୍ରତିଯୋଗିତା ଅନୁଷ୍ଠିତ ହୋଇଥିଲା । ଏଥିରେ ଢେଙ୍କାନାଳ ଜିଲ୍ଲା ଦଳ ଉତ୍ତମ ପ୍ରଦର୍ଶନ କରି ଦ୍ୱିତୀୟ ସ୍ଥାନ ଅଧିକାର କରିଥିଲା । ଏହି ଦଳର ୧୪ ଜଣ ଖେଳାଳି ମଧ୍ୟରୁ ଜଣେ ମଧ୍ୟ ଜାତୀୟ ସ୍ତର ପ୍ରତିଯୋଗିତା ପାଇଁ ଚୟନ ହୋଇ ନାହାନ୍ତି ବୋଲି ଅଭିଯୋଗ ହୋଇଛି ।: [480, 1439, 566, 1629]
divider: [471, 791, 667, 793]
column-3: [678, 238, 896, 1680]
story-godavarish-adarsh[interactable]: [253, 896, 449, 1122]
story-iswaranerere[interactable]: [690, 992, 886, 1203]
story-body-extra: ସୁବର୍ଣ୍ଣପୁର, ବୋଲାଙ୍ଗିର, ସମ୍ବଲପୁର ଆଦି ଜିଲ୍ଲାରେ ଶୀତର ପ୍ରକୋପ ବୃଦ୍ଧି ପାଇଛି । ସର୍ବନିମ୍ନ ତାପମାତ୍ରା ୮.୫ ଡିଗ୍ରୀ ସେଲସିୟସକୁ ଖସି ଆସିଛି । ପାଣିପାଗ ବିଭାଗ ପୂର୍ବାନୁମାନ କରିଛି ଯେ ଆଗାମୀ ତିନି ଦିନ ଏହି ଅବସ୍ଥା ଜାରି ରହିବ । ଶୀତଳ ପବନ ଯୋଗୁଁ ସାଧାରଣ ଜନଜୀବନ ପ୍ରଭାବିତ ହୋଇଛି ଏବଂ ସକାଳେ ରାସ୍ତାଘାଟ ଶୂନ୍ୟ ଦେଖାଯାଉଛି । ସ୍କୁଲ ସମୟ ପରିବର୍ତ୍ତନ କରାଯାଇଛି ବୋଲି ଶିକ୍ଷା ବିଭାଗ ଜଣାଇଛି । ରାତିରେ ଖୋଲା ଆକାଶ ତଳେ ରହୁଥିବା ଲୋକଙ୍କ ପାଇଁ ରାତ୍ରି ଆଶ୍ରୟସ୍ଥଳୀ ଖୋଲାଯାଇଛି । ବିଭିନ୍ନ ସ୍ୱେଚ୍ଛାସେବୀ ସଂଗଠନ କମ୍ବଳ ବଣ୍ଟନ କରୁଛନ୍ତି । ଚାଷୀମାନେ ଫସଲ କ୍ଷତି ଆଶଙ୍କାରେ ଚିନ୍ତିତ ଅଛନ୍ତି । କୃଷି ବିଭାଗ ପରାମର୍ଶ ଦେଇଛି ଯେ ଶୀତରୁ ରକ୍ଷା ପାଇଁ ନିୟମିତ ଜଳସେଚନ କରାଯାଉ । ସ୍ୱାସ୍ଥ୍ୟ ବିଭାଗ ମଧ୍ୟ ବୟସ୍କ ଓ ଶିଶୁମାନଙ୍କ ପାଇଁ ସତର୍କତା ଜାରି କରିଛି । ଆଗାମୀ ସପ୍ତାହରେ ତାପମାତ୍ରା ଆହୁରି ତଳକୁ ଖସିପାରେ ବୋଲି ଆଶଙ୍କା ପ୍ରକାଶ ପାଇଛି ।: [471, 520, 667, 776]
story-body-continued: ଗୋପନ ସୂଚନା ପାଇ ଆବକାରୀ ବିଭାଗ ଅଧିକାରୀମାନେ ଜାତୀୟ ରାଜପଥରେ ଚେକିଂ କରୁଥିବା ସମୟରେ ଏହି ଟ୍ୟାଙ୍କରକୁ ଅଟକାଇଥିଲେ । ତଲାସି କଲାବେଳେ ଭିତରୁ ବିପୁଳ ପରିମାଣର ବେଆଇନ ମଦ ମିଳିଥିଲା । ଚାଳକ ପଳାଇ ଯାଇଥିବା ବେଳେ ତାଙ୍କ ବିରୋଧରେ ମାମଲା ରୁଜୁ କରାଯାଇଛି । ଜବତ ମାଲର ମୂଲ୍ୟ ପ୍ରାୟ ୩୫ ଲକ୍ଷ ଟଙ୍କା ହେବ ବୋଲି ଅନୁମାନ କରାଯାଉଛି । ଆବକାରୀ ଅଧିକାରୀ କହିଛନ୍ତି ଯେ ଏହି ଚୋରା ବ୍ୟବସାୟ ପଛରେ ବଡ଼ ଚକ୍ର ଥାଇପାରେ ଏବଂ ତଦନ୍ତ ଜାରି ରହିଛି । ଏହି ଘଟଣା ପରେ ସୀମାନ୍ତ ଅଞ୍ଚଳରେ ନଜରଦାରି ବଢ଼ାଇ ଦିଆଯାଇଛି । ପୂର୍ବରୁ ମଧ୍ୟ ଏହିପରି ଘଟଣା ଘଟିଥିଲା । ସ୍ଥାନୀୟ ଲୋକମାନେ ଏହି କାର୍ଯ୍ୟାନୁଷ୍ଠାନକୁ ସ୍ୱାଗତ କରିଛନ୍ତି ଏବଂ ନିୟମିତ ଅଭିଯାନ ଚାଲୁ ରଖିବାକୁ ଦାବି କରିଛନ୍ତି ।: [253, 1415, 449, 1625]
divider: [908, 943, 1104, 945]
story-body: ଅଦାଲତ ୨୫ ହଜାର ଟଙ୍କାର ବଣ୍ଡ ଉପରେ ଜାମିନ ମଞ୍ଜୁର କରିଛନ୍ତି । ଅଭିଯୁକ୍ତଙ୍କୁ ପ୍ରତି ସପ୍ତାହରେ ଥାନାରେ ହାଜର ହେବାକୁ ନିର୍ଦ୍ଦେଶ ଦିଆଯାଇଛି ଏବଂ ଦେଶ ଛାଡ଼ି ନଯିବାକୁ କୁହାଯାଇଛି । ଅଦାଲତ କହିଛନ୍ତି ଯେ ତଦନ୍ତ ପ୍ରକ୍ରିୟାରେ ବାଧା ସୃଷ୍ଟି କଲେ ଜାମିନ ରଦ୍ଦ କରାଯିବ । ଅଭିଯୁକ୍ତଙ୍କ ଆଡ଼ଭୋକେଟ କହିଛନ୍ତି ଯେ ତାଙ୍କ ମକ୍କେଲ ନିର୍ଦ୍ଦୋଷ ଏବଂ ଅଦାଲତରେ ଏହା ପ୍ରମାଣିତ ହେବ । ଅଭିଯୋଗକାରୀ ପକ୍ଷ ଏହି ନିଷ୍ପତ୍ତି ବିରୋଧରେ ଉଚ୍ଚ ଅଦାଲତକୁ ଯିବେ ବୋଲି କହିଛନ୍ତି । ଏହି ମାମଲା ଗତ ବର୍ଷ ଦାଏର ହୋଇଥିଲା ଏବଂ ଏବେ ଚାର୍ଜଶିଟ ଦାଖଲ ହୋଇଛି ।: [908, 1449, 1104, 1613]
story-headline: ରସ ତେଲ ଟ୍ୟାଙ୍କରକୁ ଜବତ କଲା ...: [253, 1146, 438, 1186]
jump-bar: ପ୍ରଥମ ପୃଷ୍ଠାର ଅବଶିଷ୍ଟାଂଶ: [242, 190, 1531, 229]
story-swasthya-bibhaga[interactable]: [690, 743, 886, 969]
editorial-banner-label: ସମ୍ପାଦକୀୟ: [71, 248, 183, 274]
story-headline: ଭେନେଜୁଏଲା ରାଷ୍ଟ୍ରପତିଙ୍କୁ ଗିରଫ ...: [908, 700, 1080, 740]
divider: [253, 885, 449, 887]
divider: [908, 1388, 1104, 1390]
story-body: ସୁବର୍ଣ୍ଣପୁର, ବୋଲାଙ୍ଗିର, ସମ୍ବଲପୁର ଆଦି ଜିଲ୍ଲାରେ ଶୀତର ପ୍ରକୋପ ବୃଦ୍ଧି ପାଇଛି । ସର୍ବନିମ୍ନ ତାପମାତ୍ରା ୮.୫ ଡିଗ୍ରୀ ସେଲସିୟସକୁ ଖସି ଆସିଛି । ପାଣିପାଗ ବିଭାଗ ପୂର୍ବାନୁମାନ କରିଛି ଯେ ଆଗାମୀ ତିନି ଦିନ ଏହି ଅବସ୍ଥା ଜାରି ରହିବ । ଶୀତଳ ପବନ ଯୋଗୁଁ ସାଧାରଣ ଜନଜୀବନ ପ୍ରଭାବିତ ହୋଇଛି ଏବଂ ସକାଳେ ରାସ୍ତାଘାଟ ଶୂନ୍ୟ ଦେଖାଯାଉଛି । ସ୍କୁଲ ସମୟ ପରିବର୍ତ୍ତନ କରାଯାଇଛି ବୋଲି ଶିକ୍ଷା ବିଭାଗ ଜଣାଇଛି । ରାତିରେ ଖୋଲା ଆକାଶ ତଳେ ରହୁଥିବା ଲୋକଙ୍କ ପାଇଁ ରାତ୍ରି ଆଶ୍ରୟସ୍ଥଳୀ ଖୋଲାଯାଇଛି । ବିଭିନ୍ନ ସ୍ୱେଚ୍ଛାସେବୀ ସଂଗଠନ କମ୍ବଳ ବଣ୍ଟନ କରୁଛନ୍ତି । ଚାଷୀମାନେ ଫସଲ କ୍ଷତି ଆଶଙ୍କାରେ ଚିନ୍ତିତ ଅଛନ୍ତି । କୃଷି ବିଭାଗ ପରାମର୍ଶ ଦେଇଛି ଯେ ଶୀତରୁ ରକ୍ଷା ପାଇଁ ନିୟମିତ ଜଳସେଚନ କରାଯାଉ । ସ୍ୱାସ୍ଥ୍ୟ ବିଭାଗ ମଧ୍ୟ ବୟସ୍କ ଓ ଶିଶୁମାନଙ୍କ ପାଇଁ ସତର୍କତା ଜାରି କରିଛି । ଆଗାମୀ ସପ୍ତାହରେ ତାପମାତ୍ରା ଆହୁରି ତଳକୁ ଖସିପାରେ ବୋଲି ଆଶଙ୍କା ପ୍ରକାଶ ପାଇଛି ।: [253, 614, 449, 870]
story-headline: ଛତିଶଗଡ଼ ସୁକମାରେ ଆତ୍ମସମର୍ପଣ ...: [690, 1228, 814, 1268]
masthead-dateblock: [1328, 48, 1494, 95]
story-headline: ୧୧୮ ଗୋଦାବରୀଶ ଆଦର୍ଶ ...: [253, 897, 424, 915]
story-headline: ସୋମନା ଶାଙ୍କୁନ୍ତଙ୍କ ଜାମିନି ...: [908, 1400, 1095, 1441]
story-headline: ଥରାଇ ଦେଲା ଅସମ୍ଭାଳ ଜାଡ଼ ...: [253, 586, 449, 605]
story-body: ଏହି ପୌରପାଳିକା ବାସିନ୍ଦା ପାଇଁ ନୂତନ ଯୋଜନା ଘୋଷଣା କରାଯାଇଛି । ଆସନ୍ତା ଏପ୍ରିଲ ମାସରୁ ଏହି ଯୋଜନା କାର୍ଯ୍ୟକାରୀ ହେବ ବୋଲି ରାଜ୍ୟ ସରକାରଙ୍କ ପକ୍ଷରୁ ଜଣାଯାଇଛି । ଏହି ଯୋଜନାରେ ପ୍ରାୟ ୧୨୦୦ ଜଣ ଉପକୃତ ହେବେ ଏବଂ ସେମାନଙ୍କୁ ମାସିକ ସହାୟତା ରାଶି ପ୍ରଦାନ କରାଯିବ । ବିଭାଗୀୟ ସଚିବ କହିଛନ୍ତି ଯେ ଏହା ଦେଶରେ ପ୍ରଥମ ଏବଂ ଏହାକୁ ମଡେଲ ଭାବରେ ଅନ୍ୟ ରାଜ୍ୟ ମଧ୍ୟ ଗ୍ରହଣ କରିବେ । ଆବେଦନ ପ୍ରକ୍ରିୟା ଅନଲାଇନରେ ଆରମ୍ଭ ହେବ ଏବଂ ସମସ୍ତ ନଥିପତ୍ର ଅନଲାଇନରେ ହିଁ ଅପଲୋଡ କରିବାକୁ ପଡ଼ିବ । ଜିଲ୍ଲା ପ୍ରଶାସନ ସ୍ତରରେ ସ୍ୱତନ୍ତ୍ର ସେଲ ଖୋଲାଯିବ ଯାହା ଆବେଦନ ଯାଞ୍ଚ କରି ୧୫ ଦିନ ଭିତରେ ଅନୁମୋଦନ ପ୍ରଦାନ କରିବ । ଏଥିପାଇଁ ଚଳିତ ଆର୍ଥିକ ବର୍ଷରେ ପ୍ରାୟ ୧୦୦୦ ସହସ୍ର କୋଟି ଟଙ୍କା ବ୍ୟୟ ବରାଦ କରାଯାଇଛି । ଏହି ଯୋଜନା ଅଧୀନରେ ହିତାଧିକାରୀଙ୍କୁ ପରିଚୟ ପତ୍ର ପ୍ରଦାନ କରାଯିବ ଯାହା ସହାୟତା ମିଳିବାକୁ ସହଜ ହେବ । ବିଭିନ୍ନ ଗଣମାଧ୍ୟମରେ ଏହାକୁ ସ୍ୱାଗତ କରାଯାଇଛି ।: [471, 240, 667, 510]
day-label: ଶୁକ୍ରବାର: [1373, 51, 1433, 69]
editorial-dropcap: ମ: [32, 368, 59, 409]
story-body: ଆତ୍ମସମର୍ପଣ ନିବେଦନ ଅନୁଯାୟୀ ସମୁଦାୟ ୧୨ ଜଣ ମାଓବାଦୀ ପୋଲିସ ନିକଟରେ ଆତ୍ମସମର୍ପଣ କରିଛନ୍ତି । ଏମାନଙ୍କ ମଧ୍ୟରେ ୩ ଜଣ ମହିଳା ରହିଛନ୍ତି । ସମସ୍ତଙ୍କ ଉପରେ ପୁରସ୍କାର ଘୋଷିତ ହୋଇଥିଲା । ପୋଲିସ ସୂତ୍ରରୁ ଜଣାପଡ଼ିଛି ଯେ ସଂଗଠନ ଭିତରେ ମତଭେଦ ଏବଂ ସରକାରୀ ପୁନର୍ବାସ ଯୋଜନାରେ ଆକର୍ଷିତ ହୋଇ ସେମାନେ ମୂଳ ସ୍ରୋତକୁ ଫେରି ଆସିଛନ୍ତି । ପ୍ରତ୍ୟେକଙ୍କୁ ସରକାରୀ ନିୟମ ଅନୁଯାୟୀ ଆର୍ଥିକ ସହାୟତା ପ୍ରଦାନ କରାଯିବ ଏବଂ ସେମାନଙ୍କ ପୁନର୍ବାସ ପାଇଁ ବ୍ୟବସ୍ଥା କରାଯିବ । ବରିଷ୍ଠ ପୋଲିସ ଅଧିକାରୀ କହିଛନ୍ତି ଯେ ଗତ ବର୍ଷ ମଧ୍ୟରେ ଶହେରୁ ଅଧିକ ମାଓବାଦୀ ଆତ୍ମସମର୍ପଣ କରିଛନ୍ତି ।: [690, 1277, 886, 1457]
